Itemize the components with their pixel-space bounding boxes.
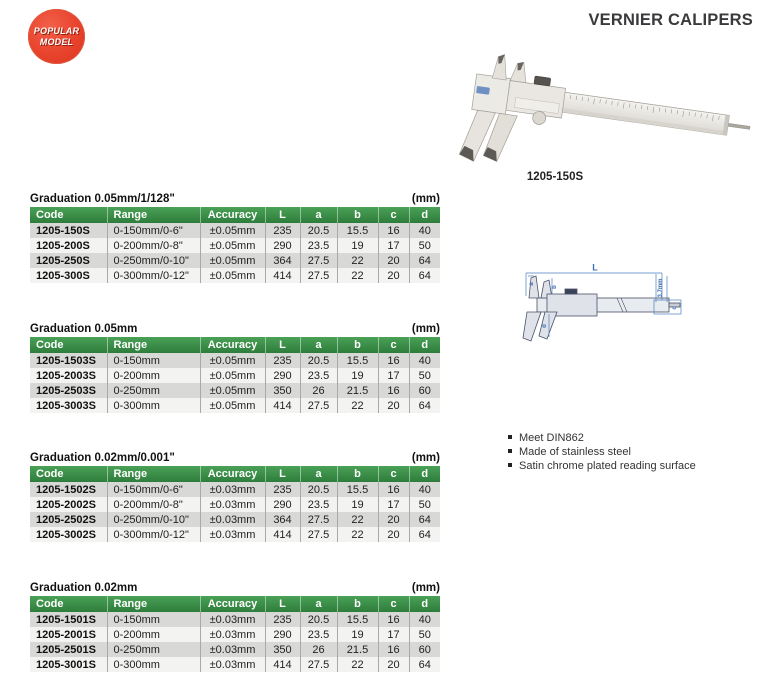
value-cell: 19 <box>337 497 378 512</box>
table-row <box>30 527 440 542</box>
value-cell: 22 <box>337 657 378 672</box>
value-cell: ±0.03mm <box>200 627 265 642</box>
value-cell: 20.5 <box>300 353 337 368</box>
value-cell: 64 <box>409 527 440 542</box>
code-cell: 1205-300S <box>30 268 107 283</box>
square-bullet-icon <box>508 463 512 467</box>
value-cell: 23.5 <box>300 238 337 253</box>
feature-text: Meet DIN862 <box>519 432 584 444</box>
value-cell: 20 <box>378 253 409 268</box>
spec-table <box>30 337 440 413</box>
column-header-accuracy: Accuracy <box>200 207 265 223</box>
value-cell: 23.5 <box>300 497 337 512</box>
value-cell: 414 <box>265 657 300 672</box>
value-cell: ±0.05mm <box>200 223 265 238</box>
table-row <box>30 268 440 283</box>
value-cell: 0-300mm <box>107 657 200 672</box>
table-row <box>30 482 440 497</box>
table-header-row <box>30 337 440 353</box>
value-cell: 27.5 <box>300 398 337 413</box>
column-header-accuracy: Accuracy <box>200 596 265 612</box>
badge-line2: MODEL <box>39 36 74 47</box>
table-row <box>30 512 440 527</box>
table-row <box>30 657 440 672</box>
value-cell: 50 <box>409 368 440 383</box>
code-cell: 1205-2001S <box>30 627 107 642</box>
column-header-code: Code <box>30 466 107 482</box>
value-cell: 0-200mm/0-8" <box>107 497 200 512</box>
value-cell: 22 <box>337 527 378 542</box>
feature-item <box>508 459 696 473</box>
column-header-c: c <box>378 466 409 482</box>
feature-item <box>508 445 696 459</box>
value-cell: 60 <box>409 383 440 398</box>
feature-item <box>508 431 696 445</box>
code-cell: 1205-2502S <box>30 512 107 527</box>
value-cell: 16 <box>378 353 409 368</box>
table-row <box>30 398 440 413</box>
code-cell: 1205-250S <box>30 253 107 268</box>
column-header-code: Code <box>30 337 107 353</box>
dim-label-depth: 3.7mm <box>658 278 664 298</box>
value-cell: 16 <box>378 223 409 238</box>
value-cell: 350 <box>265 383 300 398</box>
value-cell: 17 <box>378 627 409 642</box>
value-cell: ±0.03mm <box>200 482 265 497</box>
value-cell: 22 <box>337 512 378 527</box>
column-header-c: c <box>378 337 409 353</box>
value-cell: 16 <box>378 612 409 627</box>
unit-label: (mm) <box>411 323 440 335</box>
value-cell: 22 <box>337 253 378 268</box>
column-header-l: L <box>265 596 300 612</box>
column-header-d: d <box>409 596 440 612</box>
value-cell: 15.5 <box>337 612 378 627</box>
value-cell: 235 <box>265 223 300 238</box>
value-cell: 27.5 <box>300 253 337 268</box>
value-cell: ±0.05mm <box>200 368 265 383</box>
value-cell: 20 <box>378 527 409 542</box>
graduation-label: Graduation 0.02mm/0.001" <box>30 452 175 464</box>
table-header-row <box>30 466 440 482</box>
value-cell: 19 <box>337 627 378 642</box>
value-cell: 0-200mm <box>107 368 200 383</box>
value-cell: 22 <box>337 398 378 413</box>
code-cell: 1205-3001S <box>30 657 107 672</box>
value-cell: ±0.05mm <box>200 353 265 368</box>
value-cell: 235 <box>265 353 300 368</box>
feature-text: Made of stainless steel <box>519 446 631 458</box>
value-cell: 235 <box>265 612 300 627</box>
value-cell: ±0.03mm <box>200 642 265 657</box>
value-cell: 290 <box>265 238 300 253</box>
table-row <box>30 238 440 253</box>
value-cell: 64 <box>409 657 440 672</box>
value-cell: 0-150mm/0-6" <box>107 482 200 497</box>
square-bullet-icon <box>508 435 512 439</box>
badge-line1: POPULAR <box>33 25 80 36</box>
code-cell: 1205-1503S <box>30 353 107 368</box>
value-cell: 40 <box>409 482 440 497</box>
spec-section-2 <box>30 321 440 413</box>
spec-table <box>30 596 440 672</box>
diagram-upper-fixed-jaw <box>529 276 539 298</box>
column-header-a: a <box>300 337 337 353</box>
value-cell: ±0.03mm <box>200 527 265 542</box>
value-cell: 364 <box>265 253 300 268</box>
depth-rod <box>726 123 750 129</box>
column-header-l: L <box>265 337 300 353</box>
value-cell: 64 <box>409 253 440 268</box>
spec-section-1 <box>30 191 440 283</box>
value-cell: 235 <box>265 482 300 497</box>
table-row <box>30 353 440 368</box>
column-header-d: d <box>409 207 440 223</box>
feature-text: Satin chrome plated reading surface <box>519 460 696 472</box>
table-row <box>30 627 440 642</box>
dim-label-b: b <box>552 285 558 289</box>
value-cell: 414 <box>265 527 300 542</box>
column-header-range: Range <box>107 596 200 612</box>
value-cell: 290 <box>265 368 300 383</box>
column-header-b: b <box>337 596 378 612</box>
value-cell: 17 <box>378 497 409 512</box>
value-cell: 60 <box>409 642 440 657</box>
value-cell: 0-250mm/0-10" <box>107 512 200 527</box>
value-cell: 0-300mm/0-12" <box>107 527 200 542</box>
spec-section-3 <box>30 450 440 542</box>
value-cell: 27.5 <box>300 512 337 527</box>
value-cell: 16 <box>378 642 409 657</box>
value-cell: 414 <box>265 398 300 413</box>
value-cell: 50 <box>409 497 440 512</box>
dim-label-d: d <box>542 324 548 328</box>
column-header-accuracy: Accuracy <box>200 337 265 353</box>
table-row <box>30 642 440 657</box>
value-cell: 290 <box>265 627 300 642</box>
graduation-label: Graduation 0.02mm <box>30 582 138 594</box>
column-header-a: a <box>300 596 337 612</box>
square-bullet-icon <box>508 449 512 453</box>
spec-table <box>30 207 440 283</box>
value-cell: 364 <box>265 512 300 527</box>
unit-label: (mm) <box>411 582 440 594</box>
column-header-l: L <box>265 207 300 223</box>
code-cell: 1205-200S <box>30 238 107 253</box>
column-header-range: Range <box>107 337 200 353</box>
column-header-a: a <box>300 207 337 223</box>
value-cell: 0-300mm <box>107 398 200 413</box>
table-row <box>30 223 440 238</box>
column-header-l: L <box>265 466 300 482</box>
value-cell: 64 <box>409 512 440 527</box>
value-cell: 15.5 <box>337 353 378 368</box>
value-cell: ±0.03mm <box>200 497 265 512</box>
table-header-row <box>30 596 440 612</box>
column-header-c: c <box>378 207 409 223</box>
value-cell: 0-200mm/0-8" <box>107 238 200 253</box>
value-cell: 23.5 <box>300 627 337 642</box>
value-cell: 27.5 <box>300 268 337 283</box>
graduation-label: Graduation 0.05mm <box>30 323 138 335</box>
table-row <box>30 497 440 512</box>
value-cell: ±0.03mm <box>200 612 265 627</box>
value-cell: 26 <box>300 642 337 657</box>
value-cell: 20 <box>378 268 409 283</box>
value-cell: 20.5 <box>300 223 337 238</box>
value-cell: 0-150mm <box>107 353 200 368</box>
value-cell: 20 <box>378 657 409 672</box>
column-header-code: Code <box>30 596 107 612</box>
value-cell: 414 <box>265 268 300 283</box>
code-cell: 1205-2003S <box>30 368 107 383</box>
value-cell: 350 <box>265 642 300 657</box>
value-cell: 17 <box>378 368 409 383</box>
product-code-caption: 1205-150S <box>526 171 584 183</box>
value-cell: 0-300mm/0-12" <box>107 268 200 283</box>
page-title: VERNIER CALIPERS <box>588 11 753 29</box>
popular-model-badge <box>28 9 85 64</box>
value-cell: 15.5 <box>337 223 378 238</box>
value-cell: 64 <box>409 398 440 413</box>
column-header-accuracy: Accuracy <box>200 466 265 482</box>
table-row <box>30 383 440 398</box>
code-cell: 1205-3003S <box>30 398 107 413</box>
diagram-lower-fixed-jaw <box>523 312 541 341</box>
dim-label-c: c <box>672 306 678 310</box>
value-cell: 0-250mm <box>107 642 200 657</box>
column-header-b: b <box>337 337 378 353</box>
value-cell: 23.5 <box>300 368 337 383</box>
code-cell: 1205-2002S <box>30 497 107 512</box>
value-cell: 20.5 <box>300 612 337 627</box>
value-cell: 64 <box>409 268 440 283</box>
code-cell: 1205-1501S <box>30 612 107 627</box>
value-cell: ±0.05mm <box>200 268 265 283</box>
value-cell: 290 <box>265 497 300 512</box>
value-cell: 27.5 <box>300 527 337 542</box>
value-cell: 20 <box>378 512 409 527</box>
column-header-range: Range <box>107 466 200 482</box>
spec-section-4 <box>30 580 440 672</box>
code-cell: 1205-2501S <box>30 642 107 657</box>
value-cell: 16 <box>378 482 409 497</box>
value-cell: 0-250mm/0-10" <box>107 253 200 268</box>
value-cell: 19 <box>337 238 378 253</box>
value-cell: ±0.05mm <box>200 238 265 253</box>
value-cell: 15.5 <box>337 482 378 497</box>
spec-table <box>30 466 440 542</box>
value-cell: 50 <box>409 627 440 642</box>
value-cell: 22 <box>337 268 378 283</box>
value-cell: 40 <box>409 612 440 627</box>
column-header-code: Code <box>30 207 107 223</box>
dim-label-a: a <box>529 282 535 286</box>
value-cell: 26 <box>300 383 337 398</box>
code-cell: 1205-3002S <box>30 527 107 542</box>
value-cell: 0-250mm <box>107 383 200 398</box>
column-header-c: c <box>378 596 409 612</box>
column-header-range: Range <box>107 207 200 223</box>
value-cell: 17 <box>378 238 409 253</box>
unit-label: (mm) <box>411 452 440 464</box>
value-cell: 21.5 <box>337 383 378 398</box>
value-cell: 50 <box>409 238 440 253</box>
value-cell: 40 <box>409 223 440 238</box>
value-cell: ±0.05mm <box>200 383 265 398</box>
graduation-label: Graduation 0.05mm/1/128" <box>30 193 175 205</box>
table-row <box>30 612 440 627</box>
value-cell: ±0.03mm <box>200 657 265 672</box>
table-row <box>30 368 440 383</box>
dimension-diagram <box>519 264 689 346</box>
value-cell: 0-150mm/0-6" <box>107 223 200 238</box>
column-header-d: d <box>409 337 440 353</box>
column-header-b: b <box>337 466 378 482</box>
column-header-b: b <box>337 207 378 223</box>
value-cell: 0-150mm <box>107 612 200 627</box>
caliper-photo <box>438 52 756 166</box>
value-cell: ±0.05mm <box>200 398 265 413</box>
value-cell: 16 <box>378 383 409 398</box>
code-cell: 1205-150S <box>30 223 107 238</box>
column-header-d: d <box>409 466 440 482</box>
value-cell: 19 <box>337 368 378 383</box>
column-header-a: a <box>300 466 337 482</box>
value-cell: ±0.05mm <box>200 253 265 268</box>
value-cell: 20 <box>378 398 409 413</box>
value-cell: 21.5 <box>337 642 378 657</box>
dim-label-L: L <box>592 264 598 273</box>
code-cell: 1205-1502S <box>30 482 107 497</box>
table-row <box>30 253 440 268</box>
feature-list <box>508 431 696 473</box>
code-cell: 1205-2503S <box>30 383 107 398</box>
unit-label: (mm) <box>411 193 440 205</box>
table-header-row <box>30 207 440 223</box>
value-cell: 40 <box>409 353 440 368</box>
value-cell: ±0.03mm <box>200 512 265 527</box>
value-cell: 0-200mm <box>107 627 200 642</box>
value-cell: 27.5 <box>300 657 337 672</box>
value-cell: 20.5 <box>300 482 337 497</box>
